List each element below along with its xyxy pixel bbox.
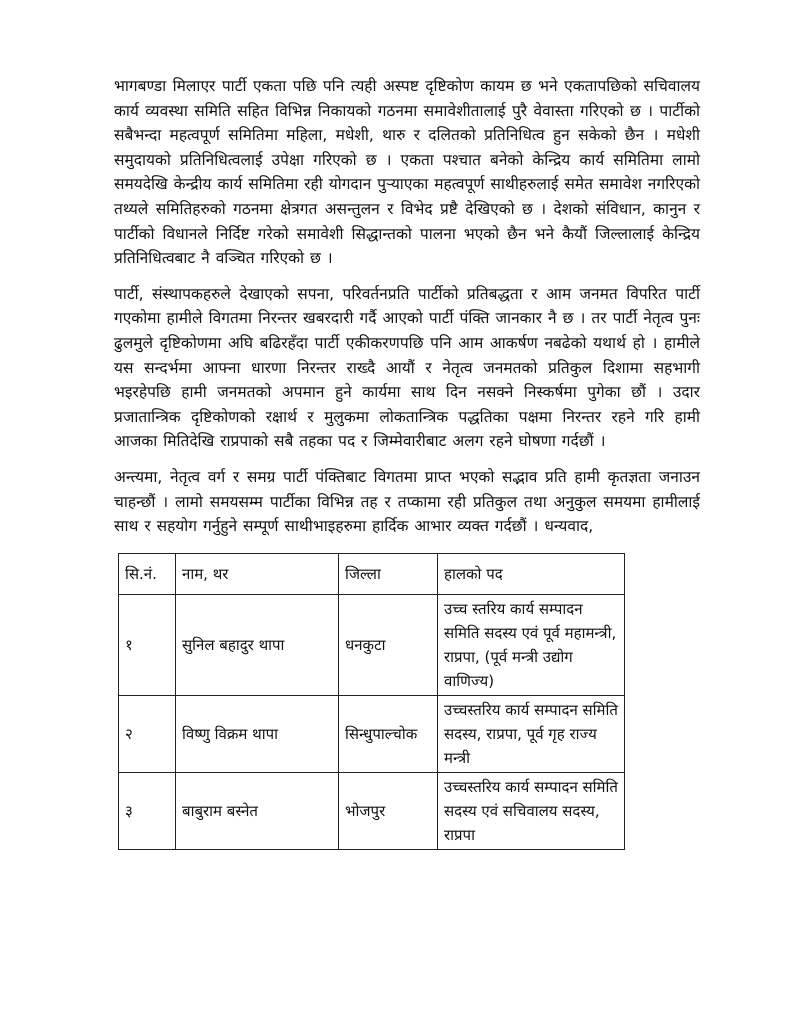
cell-name: सुनिल बहादुर थापा: [176, 594, 339, 695]
cell-name: बाबुराम बस्नेत: [176, 772, 339, 849]
cell-district: भोजपुर: [339, 772, 438, 849]
header-serial-number: सि.नं.: [119, 553, 176, 594]
table-header-row: [119, 553, 625, 594]
cell-district: धनकुटा: [339, 594, 438, 695]
paragraph-3: अन्त्यमा, नेतृत्व वर्ग र समग्र पार्टी पंक्तिबाट विगतमा प्राप्त भएको सद्भाव प्रति हामी कृतज्ञता जनाउन चाहन्छौं । लामो समयसम्म पार्टीका विभिन्न तह र तप्कामा रही प्रतिकुल तथा अनुकुल समयमा हामीलाई साथ र सहयोग गर्नुहुने सम्पूर्ण साथीभाइहरुमा हार्दिक आभार व्यक्त गर्दछौं । धन्यवाद,: [114, 467, 700, 536]
paragraph-1: भागबण्डा मिलाएर पार्टी एकता पछि पनि त्यही अस्पष्ट दृष्टिकोण कायम छ भने एकतापछिको सचिवालय कार्य व्यवस्था समिति सहित विभिन्न निकायको गठनमा समावेशीतालाई पुरै वेवास्ता गरिएको छ । पार्टीको सबैभन्दा महत्वपूर्ण समितिमा महिला, मधेशी, थारु र दलितको प्रतिनिधित्व हुन सकेको छैन । मधेशी समुदायको प्रतिनिधित्वलाई उपेक्षा गरिएको छ । एकता पश्चात बनेको केन्द्रिय कार्य समितिमा लामो समयदेखि केन्द्रीय कार्य समितिमा रही योगदान पुऱ्याएका महत्वपूर्ण साथीहरुलाई समेत समावेश नगरिएको तथ्यले समितिहरुको गठनमा क्षेत्रगत असन्तुलन र विभेद प्रष्टै देखिएको छ । देशको संविधान, कानुन र पार्टीको विधानले निर्दिष्ट गरेको समावेशी सिद्धान्तको पालना भएको छैन भने कैयौं जिल्लालाई केन्द्रिय प्रतिनिधित्वबाट नै वञ्चित गरिएको छ ।: [114, 77, 700, 268]
cell-current-post: उच्चस्तरिय कार्य सम्पादन समिति सदस्य, राप्रपा, पूर्व गृह राज्य मन्त्री: [438, 695, 625, 772]
cell-district: सिन्धुपाल्चोक: [339, 695, 438, 772]
cell-serial-number: ३: [119, 772, 176, 849]
header-district: जिल्ला: [339, 553, 438, 594]
table-row: [119, 594, 625, 695]
header-current-post: हालको पद: [438, 553, 625, 594]
paragraph-2: पार्टी, संस्थापकहरुले देखाएको सपना, परिवर्तनप्रति पार्टीको प्रतिबद्धता र आम जनमत विपरित पार्टी गएकोमा हामीले विगतमा निरन्तर खबरदारी गर्दै आएको पार्टी पंक्ति जानकार नै छ । तर पार्टी नेतृत्व पुनः ढुलमुले दृष्टिकोणमा अघि बढिरहँदा पार्टी एकीकरणपछि पनि आम आकर्षण नबढेको यथार्थ हो । हामीले यस सन्दर्भमा आफ्ना धारणा निरन्तर राख्दै आयौं र नेतृत्व जनमतको प्रतिकुल दिशामा सहभागी भइरहेपछि हामी जनमतको अपमान हुने कार्यमा साथ दिन नसक्ने निस्कर्षमा पुगेका छौं । उदार प्रजातान्त्रिक दृष्टिकोणको रक्षार्थ र मुलुकमा लोकतान्त्रिक पद्धतिका पक्षमा निरन्तर रहने गरि हामी आजका मितिदेखि राप्रपाको सबै तहका पद र जिम्मेवारीबाट अलग रहने घोषणा गर्दछौं ।: [114, 284, 700, 451]
signatories-table: [118, 553, 625, 850]
table-row: [119, 695, 625, 772]
cell-current-post: उच्चस्तरिय कार्य सम्पादन समिति सदस्य एवं सचिवालय सदस्य, राप्रपा: [438, 772, 625, 849]
cell-current-post: उच्च स्तरिय कार्य सम्पादन समिति सदस्य एवं पूर्व महामन्त्री, राप्रपा, (पूर्व मन्त्री उद्योग वाणिज्य): [438, 594, 625, 695]
cell-name: विष्णु विक्रम थापा: [176, 695, 339, 772]
header-name: नाम, थर: [176, 553, 339, 594]
table-row: [119, 772, 625, 849]
cell-serial-number: २: [119, 695, 176, 772]
cell-serial-number: १: [119, 594, 176, 695]
